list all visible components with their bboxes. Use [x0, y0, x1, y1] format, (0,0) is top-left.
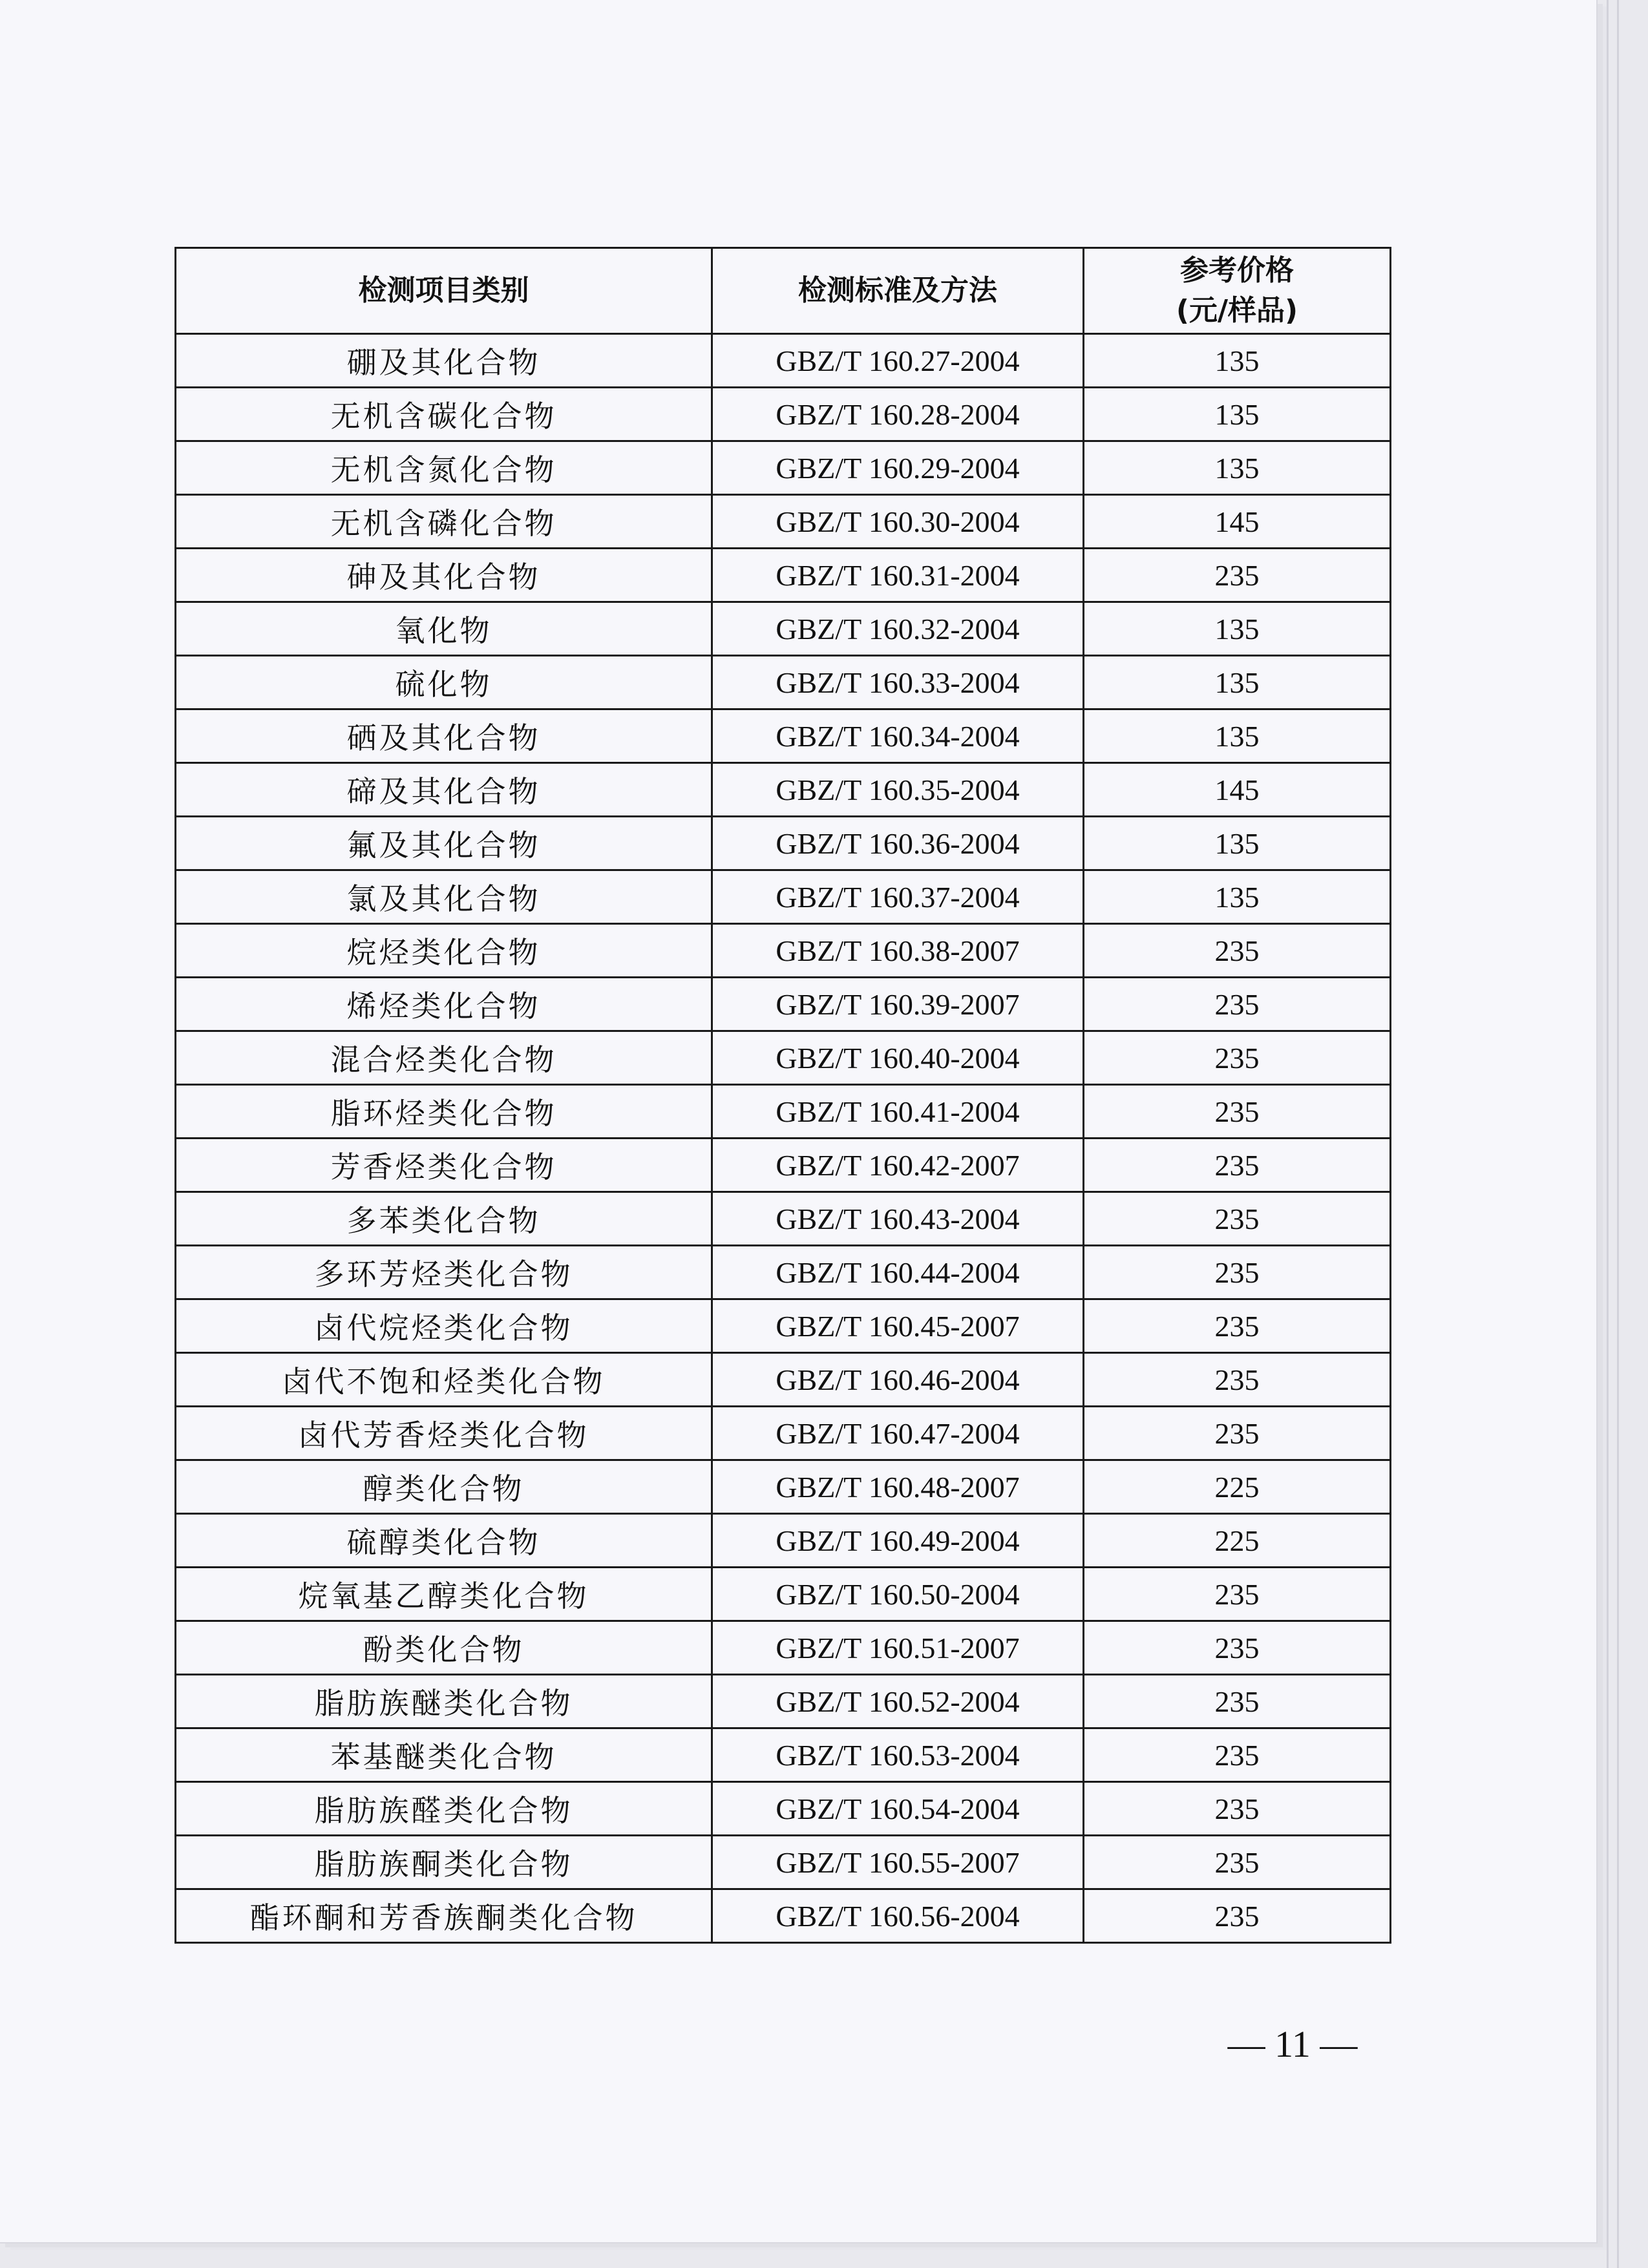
table-row — [176, 1139, 1391, 1192]
row-category: 脂肪族酮类化合物 — [176, 1836, 712, 1889]
row-price: 235 — [1084, 978, 1391, 1031]
table-row — [176, 924, 1391, 978]
header-standard: 检测标准及方法 — [712, 248, 1084, 334]
table-row — [176, 817, 1391, 870]
row-standard: GBZ/T 160.37-2004 — [712, 870, 1084, 924]
row-price: 235 — [1084, 1568, 1391, 1621]
row-price: 135 — [1084, 870, 1391, 924]
table-row — [176, 602, 1391, 656]
row-category: 氟及其化合物 — [176, 817, 712, 870]
row-price: 235 — [1084, 924, 1391, 978]
row-category: 氯及其化合物 — [176, 870, 712, 924]
row-category: 芳香烃类化合物 — [176, 1139, 712, 1192]
row-price: 235 — [1084, 1836, 1391, 1889]
row-category: 硫化物 — [176, 656, 712, 709]
row-standard: GBZ/T 160.36-2004 — [712, 817, 1084, 870]
row-category: 卤代不饱和烃类化合物 — [176, 1353, 712, 1407]
table-row — [176, 1407, 1391, 1460]
row-price: 235 — [1084, 1031, 1391, 1085]
row-standard: GBZ/T 160.49-2004 — [712, 1514, 1084, 1568]
row-price: 135 — [1084, 441, 1391, 495]
row-price: 235 — [1084, 1246, 1391, 1299]
table-row — [176, 1621, 1391, 1675]
row-standard: GBZ/T 160.56-2004 — [712, 1889, 1084, 1943]
row-standard: GBZ/T 160.46-2004 — [712, 1353, 1084, 1407]
header-price — [1084, 248, 1391, 334]
row-standard: GBZ/T 160.34-2004 — [712, 709, 1084, 763]
table-row — [176, 1889, 1391, 1943]
row-price: 235 — [1084, 1782, 1391, 1836]
table-row — [176, 1031, 1391, 1085]
row-standard: GBZ/T 160.44-2004 — [712, 1246, 1084, 1299]
table-row — [176, 978, 1391, 1031]
table-row — [176, 1192, 1391, 1246]
table-row — [176, 441, 1391, 495]
table-row — [176, 549, 1391, 602]
table-row — [176, 1460, 1391, 1514]
row-category: 脂肪族醛类化合物 — [176, 1782, 712, 1836]
row-standard: GBZ/T 160.29-2004 — [712, 441, 1084, 495]
row-standard: GBZ/T 160.28-2004 — [712, 388, 1084, 441]
row-price: 235 — [1084, 1192, 1391, 1246]
table-row — [176, 1568, 1391, 1621]
row-category: 烷烃类化合物 — [176, 924, 712, 978]
row-standard: GBZ/T 160.43-2004 — [712, 1192, 1084, 1246]
row-category: 卤代烷烃类化合物 — [176, 1299, 712, 1353]
table-row — [176, 334, 1391, 388]
row-price: 135 — [1084, 602, 1391, 656]
row-category: 无机含磷化合物 — [176, 495, 712, 549]
row-price: 135 — [1084, 388, 1391, 441]
table-row — [176, 870, 1391, 924]
row-standard: GBZ/T 160.55-2007 — [712, 1836, 1084, 1889]
table-row — [176, 1299, 1391, 1353]
row-price: 235 — [1084, 1728, 1391, 1782]
row-standard: GBZ/T 160.54-2004 — [712, 1782, 1084, 1836]
row-category: 醇类化合物 — [176, 1460, 712, 1514]
row-price: 135 — [1084, 817, 1391, 870]
row-standard: GBZ/T 160.38-2007 — [712, 924, 1084, 978]
row-standard: GBZ/T 160.48-2007 — [712, 1460, 1084, 1514]
row-price: 235 — [1084, 1889, 1391, 1943]
row-standard: GBZ/T 160.30-2004 — [712, 495, 1084, 549]
table-row — [176, 388, 1391, 441]
row-price: 235 — [1084, 1139, 1391, 1192]
row-category: 氧化物 — [176, 602, 712, 656]
row-standard: GBZ/T 160.27-2004 — [712, 334, 1084, 388]
table-row — [176, 1353, 1391, 1407]
row-category: 卤代芳香烃类化合物 — [176, 1407, 712, 1460]
row-category: 砷及其化合物 — [176, 549, 712, 602]
table-row — [176, 656, 1391, 709]
page-edge-line — [1607, 0, 1609, 2268]
table-row — [176, 763, 1391, 817]
table-row — [176, 1085, 1391, 1139]
row-price: 135 — [1084, 709, 1391, 763]
row-standard: GBZ/T 160.31-2004 — [712, 549, 1084, 602]
page-edge-line — [1617, 0, 1619, 2268]
row-price: 235 — [1084, 1299, 1391, 1353]
table-row — [176, 1782, 1391, 1836]
row-category: 酚类化合物 — [176, 1621, 712, 1675]
row-standard: GBZ/T 160.50-2004 — [712, 1568, 1084, 1621]
row-category: 无机含氮化合物 — [176, 441, 712, 495]
row-category: 硫醇类化合物 — [176, 1514, 712, 1568]
row-category: 无机含碳化合物 — [176, 388, 712, 441]
row-price: 235 — [1084, 1675, 1391, 1728]
row-price: 135 — [1084, 656, 1391, 709]
row-standard: GBZ/T 160.47-2004 — [712, 1407, 1084, 1460]
row-price: 235 — [1084, 1407, 1391, 1460]
row-category: 碲及其化合物 — [176, 763, 712, 817]
row-standard: GBZ/T 160.42-2007 — [712, 1139, 1084, 1192]
table-row — [176, 709, 1391, 763]
row-category: 脂环烃类化合物 — [176, 1085, 712, 1139]
row-price: 225 — [1084, 1514, 1391, 1568]
table-row — [176, 1246, 1391, 1299]
row-price: 235 — [1084, 549, 1391, 602]
table-row — [176, 495, 1391, 549]
row-category: 酯环酮和芳香族酮类化合物 — [176, 1889, 712, 1943]
row-standard: GBZ/T 160.33-2004 — [712, 656, 1084, 709]
row-standard: GBZ/T 160.51-2007 — [712, 1621, 1084, 1675]
row-price: 145 — [1084, 763, 1391, 817]
row-standard: GBZ/T 160.35-2004 — [712, 763, 1084, 817]
row-category: 苯基醚类化合物 — [176, 1728, 712, 1782]
row-category: 烯烃类化合物 — [176, 978, 712, 1031]
row-category: 硼及其化合物 — [176, 334, 712, 388]
row-standard: GBZ/T 160.41-2004 — [712, 1085, 1084, 1139]
header-price-unit: (元/样品) — [1176, 294, 1298, 327]
row-price: 225 — [1084, 1460, 1391, 1514]
row-price: 135 — [1084, 334, 1391, 388]
row-price: 235 — [1084, 1085, 1391, 1139]
table-header-row — [176, 248, 1391, 334]
table-row — [176, 1728, 1391, 1782]
row-price: 235 — [1084, 1621, 1391, 1675]
row-category: 混合烃类化合物 — [176, 1031, 712, 1085]
row-category: 烷氧基乙醇类化合物 — [176, 1568, 712, 1621]
row-category: 多苯类化合物 — [176, 1192, 712, 1246]
header-price-title: 参考价格 — [1180, 254, 1294, 287]
row-standard: GBZ/T 160.39-2007 — [712, 978, 1084, 1031]
row-category: 硒及其化合物 — [176, 709, 712, 763]
row-price: 145 — [1084, 495, 1391, 549]
row-standard: GBZ/T 160.53-2004 — [712, 1728, 1084, 1782]
row-price: 235 — [1084, 1353, 1391, 1407]
table-row — [176, 1675, 1391, 1728]
row-standard: GBZ/T 160.32-2004 — [712, 602, 1084, 656]
row-standard: GBZ/T 160.40-2004 — [712, 1031, 1084, 1085]
table-row — [176, 1514, 1391, 1568]
table-row — [176, 1836, 1391, 1889]
row-category: 脂肪族醚类化合物 — [176, 1675, 712, 1728]
table-body — [176, 334, 1391, 1943]
price-table — [174, 247, 1391, 1944]
row-standard: GBZ/T 160.45-2007 — [712, 1299, 1084, 1353]
page-number: — 11 — — [1227, 2023, 1358, 2065]
row-standard: GBZ/T 160.52-2004 — [712, 1675, 1084, 1728]
header-category: 检测项目类别 — [176, 248, 712, 334]
row-category: 多环芳烃类化合物 — [176, 1246, 712, 1299]
